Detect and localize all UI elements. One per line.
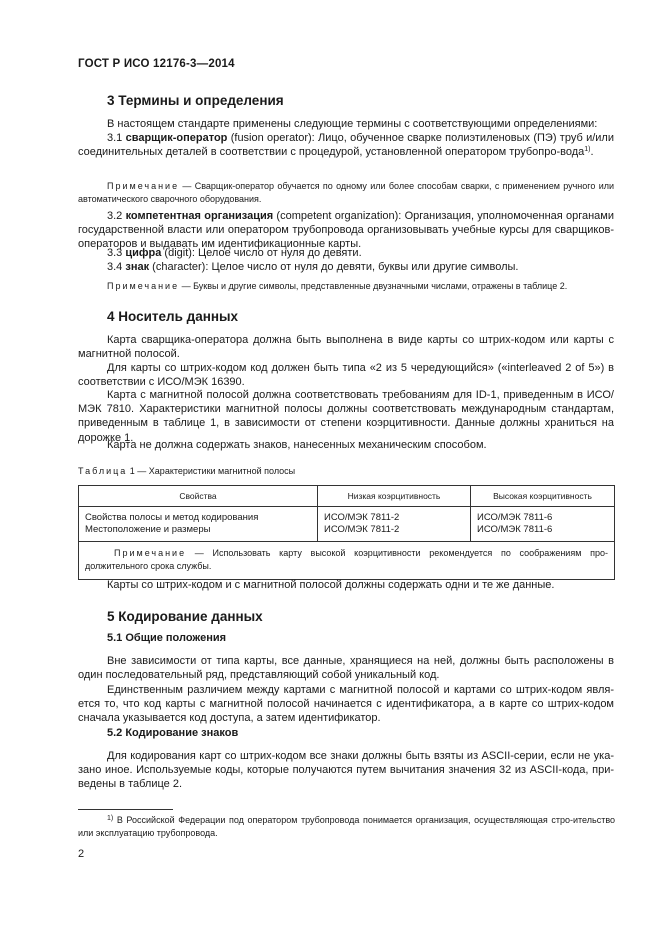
table-header-row [79, 486, 615, 507]
section-5-1-p2: Единственным различием между картами с магнитной полосой и картами со штрих-кодом явля-ется то, что код карты с магнитной полосой начинается с идентификатора, а в карте со штрих-кодом сначала указывается код доступа, а затем идентификатор. [78, 684, 614, 725]
section-5-title: 5 Кодирование данных [107, 609, 263, 624]
subsection-5-1-title: 5.1 Общие положения [107, 632, 227, 644]
table-cell: ИСО/МЭК 7811-2 [324, 512, 400, 523]
table-cell: Свойства полосы и метод кодирования [85, 512, 259, 523]
section-4-title: 4 Носитель данных [107, 309, 239, 324]
term-3-3: 3.3 цифра (digit): Целое число от нуля до девяти. [107, 247, 362, 259]
table-header-cell: Высокая коэрцитивность [471, 486, 615, 507]
term-3-4-name: знак [125, 261, 150, 273]
section-4-p2: Для карты со штрих-кодом код должен быть типа «2 из 5 чередующийся» («interleaved 2 of 5») в соответствии с ИСО/МЭК 16390. [78, 362, 614, 389]
table-cell: Местоположение и размеры [85, 524, 211, 535]
section-4-p4: Карта не должна содержать знаков, нанесенных механическим способом. [107, 439, 487, 451]
subsection-5-2-title: 5.2 Кодирование знаков [107, 727, 239, 739]
section-4-p3: Карта с магнитной полосой должна соответствовать требованиям для ID-1, приведенным в ИСО/МЭК 7810. Характеристики магнитной полосы должны соответствовать международным стандартам, приведенным в таблице 1, в зависимости от степени коэрцитивности. Данные должны храниться на дорожке 1. [78, 389, 614, 444]
table-1 [78, 485, 615, 580]
table-note-row [79, 542, 615, 580]
table-cell: ИСО/МЭК 7811-6 [477, 512, 553, 523]
section-3-title: 3 Термины и определения [107, 93, 284, 108]
section-5-2-p1: Для кодирования карт со штрих-кодом все знаки должны быть взяты из ASCII-серии, если не ука-зано иное. Используемые коды, которые получаются путем вычитания значения 32 из ASCII-кода, при-ведены в таблице 2. [78, 750, 614, 791]
term-3-2-name: компетентная организация [125, 210, 274, 222]
table-header-cell: Низкая коэрцитивность [318, 486, 471, 507]
table-row [79, 507, 615, 542]
table-cell: ИСО/МЭК 7811-2 [324, 524, 400, 535]
table-note: Примечание — Использовать карту высокой коэрцитивности рекомендуется по соображениям про-должительного срока службы. [85, 548, 608, 571]
note-1: Примечание — Сварщик-оператор обучается по одному или более способам сварки, с применением ручного или автоматического сварочного оборудования. [78, 181, 614, 204]
page-number: 2 [78, 848, 85, 860]
term-3-3-name: цифра [125, 247, 162, 259]
term-3-4: 3.4 знак (character): Целое число от нуля до девяти, буквы или другие символы. [107, 261, 519, 273]
section-3-intro: В настоящем стандарте применены следующие термины с соответствующими определениями: [107, 118, 598, 130]
footnote-ref: 1) [584, 146, 591, 154]
term-3-1: 3.1 сварщик-оператор (fusion operator): Лицо, обученное сварке полиэтиленовых (ПЭ) труб и/или соединительных деталей в соответствии с процедурой, установленной оператором трубопро-вода$^{1)}$. [78, 132, 614, 159]
section-4-p1: Карта сварщика-оператора должна быть выполнена в виде карты со штрих-кодом или карты с магнитной полосой. [78, 334, 614, 361]
document-header: ГОСТ Р ИСО 12176-3—2014 [78, 58, 235, 70]
section-4-p5: Карты со штрих-кодом и с магнитной полосой должны содержать одни и те же данные. [107, 579, 555, 591]
section-5-1-p1: Вне зависимости от типа карты, все данные, хранящиеся на ней, должны быть расположены в один последовательный ряд, представляющий собой уникальный код. [78, 655, 614, 682]
term-3-1-name: сварщик-оператор [125, 132, 228, 144]
note-2: Примечание — Буквы и другие символы, представленные двузначными числами, отражены в таблице 2. [107, 281, 568, 291]
table-header-cell: Свойства [79, 486, 318, 507]
term-3-2: 3.2 компетентная организация (competent organization): Организация, уполномоченная органами государственной власти или оператором трубопровода организовывать учебные курсы для сварщиков-операторов и выдавать им идентификационные карты. [78, 210, 614, 251]
table-cell: ИСО/МЭК 7811-6 [477, 524, 553, 535]
table-1-caption: Таблица 1 — Характеристики магнитной полосы [78, 466, 296, 476]
footnote: $^{1)}$ В Российской Федерации под оператором трубопровода понимается организация, осуществляющая стро-ительство или эксплуатацию трубопровода. [78, 815, 615, 838]
footnote-divider [78, 809, 173, 810]
